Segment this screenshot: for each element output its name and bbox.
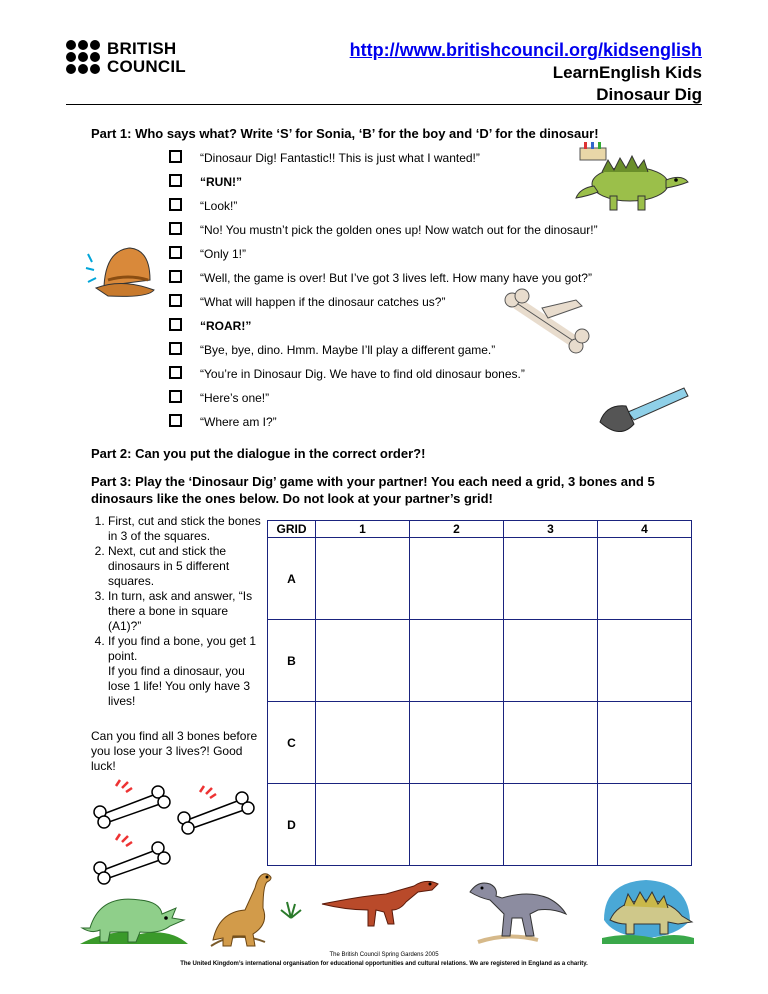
dialogue-row xyxy=(169,340,689,362)
header-divider xyxy=(66,104,702,105)
triceratops-icon xyxy=(80,884,188,950)
part3-heading: Part 3: Play the ‘Dinosaur Dig’ game with your partner! You each need a grid, 3 bones and 5 dinosaurs like the ones below. Do not look at your partner’s grid! xyxy=(91,474,655,506)
grid-cell[interactable] xyxy=(316,784,410,866)
grid-cell[interactable] xyxy=(410,538,504,620)
part1-heading: Part 1: Who says what? Write ‘S’ for Sonia, ‘B’ for the boy and ‘D’ for the dinosaur! xyxy=(91,126,599,141)
logo-line2: COUNCIL xyxy=(107,57,186,76)
grid-column-header: 2 xyxy=(410,521,504,538)
game-instructions xyxy=(91,514,261,709)
instruction-step-extra: If you find a dinosaur, you lose 1 life! You only have 3 lives! xyxy=(108,664,251,708)
header-subtitle: LearnEnglish Kids xyxy=(552,63,702,82)
game-grid xyxy=(267,520,692,866)
bone-illustration xyxy=(502,292,592,356)
page-title: Dinosaur Dig xyxy=(596,85,702,104)
bone-cutout-icon xyxy=(92,780,172,828)
grid-cell[interactable] xyxy=(316,620,410,702)
answer-checkbox[interactable] xyxy=(169,414,182,427)
footer-charity-note: The United Kingdom’s international organisation for educational opportunities and cultural relations. We are registered in England as a charity. xyxy=(180,961,588,967)
dialogue-line: “Look!” xyxy=(200,199,238,213)
dialogue-line: “What will happen if the dinosaur catches us?” xyxy=(200,295,446,309)
dialogue-line: “Well, the game is over! But I’ve got 3 lives left. How many have you got?” xyxy=(200,271,592,285)
instruction-step: 1. First, cut and stick the bones in 3 of the squares. xyxy=(108,514,261,544)
dialogue-row xyxy=(169,292,689,314)
dialogue-line: “You’re in Dinosaur Dig. We have to find old dinosaur bones.” xyxy=(200,367,525,381)
long-neck-dinosaur-icon xyxy=(205,868,305,950)
dialogue-row xyxy=(169,244,689,266)
trowel-illustration xyxy=(598,384,690,436)
dialogue-row xyxy=(169,364,689,386)
answer-checkbox[interactable] xyxy=(169,198,182,211)
grid-cell[interactable] xyxy=(598,620,692,702)
raptor-dinosaur-icon xyxy=(322,876,446,930)
instruction-step xyxy=(108,634,261,709)
closing-text: Can you find all 3 bones before you lose your 3 lives?! Good luck! xyxy=(91,729,258,773)
grid-cell[interactable] xyxy=(504,538,598,620)
bone-cutout-icon xyxy=(92,834,172,886)
answer-checkbox[interactable] xyxy=(169,366,182,379)
grid-column-header: 4 xyxy=(598,521,692,538)
bone-cutout-icon xyxy=(176,786,256,834)
stegosaurus-icon xyxy=(598,876,694,946)
grid-cell[interactable] xyxy=(410,702,504,784)
answer-checkbox[interactable] xyxy=(169,294,182,307)
dialogue-line: “Here’s one!” xyxy=(200,391,270,405)
grid-cell[interactable] xyxy=(410,620,504,702)
grid-cell[interactable] xyxy=(316,702,410,784)
grid-column-header: 1 xyxy=(316,521,410,538)
grid-cell[interactable] xyxy=(504,784,598,866)
instruction-step: 2. Next, cut and stick the dinosaurs in 5 different squares. xyxy=(108,544,261,589)
footer-copyright: The British Council Spring Gardens 2005 xyxy=(329,952,439,958)
grid-cell[interactable] xyxy=(504,620,598,702)
grid-column-header: 3 xyxy=(504,521,598,538)
grid-row-header: B xyxy=(268,620,316,702)
grid-corner-label: GRID xyxy=(268,521,316,538)
answer-checkbox[interactable] xyxy=(169,270,182,283)
answer-checkbox[interactable] xyxy=(169,150,182,163)
answer-checkbox[interactable] xyxy=(169,318,182,331)
answer-checkbox[interactable] xyxy=(169,246,182,259)
grid-cell[interactable] xyxy=(598,538,692,620)
dialogue-line: “Where am I?” xyxy=(200,415,277,429)
logo-line1: BRITISH xyxy=(107,39,177,58)
answer-checkbox[interactable] xyxy=(169,342,182,355)
grid-cell[interactable] xyxy=(598,702,692,784)
dialogue-line: “Only 1!” xyxy=(200,247,247,261)
answer-checkbox[interactable] xyxy=(169,222,182,235)
dialogue-line: “Dinosaur Dig! Fantastic!! This is just what I wanted!” xyxy=(200,151,480,165)
grid-cell[interactable] xyxy=(598,784,692,866)
stegosaurus-cake-illustration xyxy=(572,142,690,214)
logo-text xyxy=(107,40,186,76)
dialogue-line: “RUN!” xyxy=(200,175,242,189)
answer-checkbox[interactable] xyxy=(169,390,182,403)
logo-dots-icon xyxy=(66,40,102,76)
dialogue-line: “Bye, bye, dino. Hmm. Maybe I’ll play a different game.” xyxy=(200,343,496,357)
grid-row-header: C xyxy=(268,702,316,784)
dialogue-row xyxy=(169,268,689,290)
pith-helmet-illustration xyxy=(88,240,156,302)
answer-checkbox[interactable] xyxy=(169,174,182,187)
british-council-logo xyxy=(66,40,196,80)
dialogue-row xyxy=(169,220,689,242)
instruction-step: 3. In turn, ask and answer, “Is there a bone in square (A1)?” xyxy=(108,589,261,634)
grid-cell[interactable] xyxy=(316,538,410,620)
t-rex-icon xyxy=(468,874,568,946)
grid-row-header: A xyxy=(268,538,316,620)
site-url-link[interactable]: http://www.britishcouncil.org/kidsenglish xyxy=(349,40,702,60)
dialogue-row xyxy=(169,316,689,338)
part2-heading: Part 2: Can you put the dialogue in the correct order?! xyxy=(91,446,426,461)
dialogue-line: “No! You mustn’t pick the golden ones up! Now watch out for the dinosaur!” xyxy=(200,223,598,237)
dialogue-line: “ROAR!” xyxy=(200,319,252,333)
grid-cell[interactable] xyxy=(504,702,598,784)
grid-cell[interactable] xyxy=(410,784,504,866)
instruction-step-text: If you find a bone, you get 1 point. xyxy=(108,634,257,663)
grid-row-header: D xyxy=(268,784,316,866)
